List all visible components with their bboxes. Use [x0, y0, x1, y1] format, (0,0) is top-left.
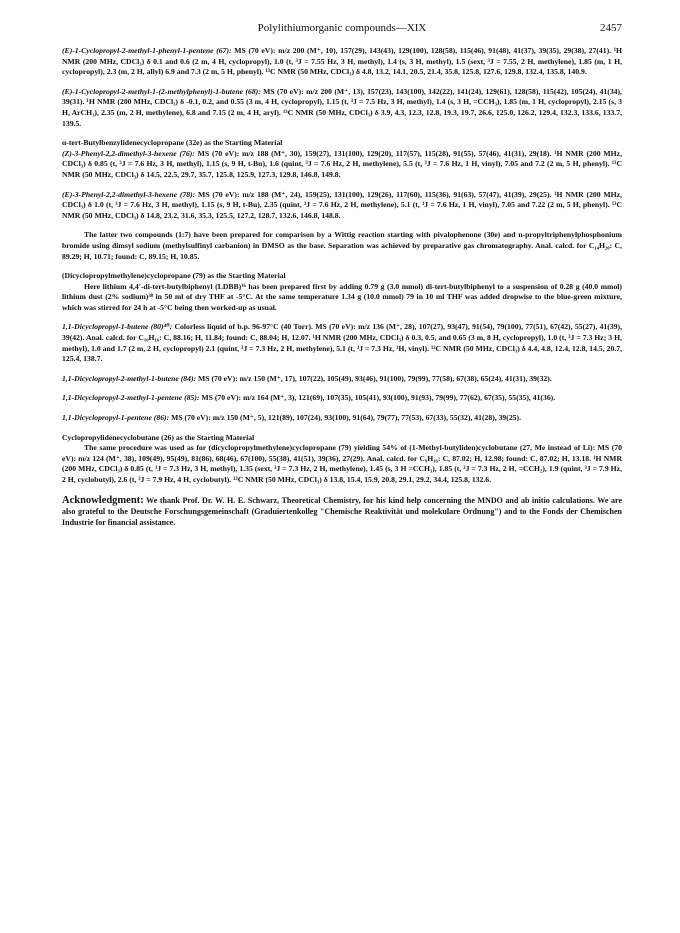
running-head: [62, 22, 622, 46]
compound-data: Colorless liquid of b.p. 96-97°C (40 Torr). MS (70 eV): m/z 136 (M⁺, 28), 107(27), 93(47), 91(54), 79(100), 77(51), 67(42), 55(27), 41(39), 39(42). Anal. calcd. for C₁₀H₁₆: C, 88.16; H, 11.84; found: C, 88.04; H, 12.07. ¹H NMR (200 MHz, CDCl₃) δ 0.3, 0.5, and 0.65 (3 m, 8 H, cyclopropyl), 1.0 (t, ³J = 7.3 Hz; 3 H, methyl), 1.0 and 1.7 (2 m, 2 H, cyclopropyl) 2.1 (quint, ³J = 7.3 Hz, 2 H, methylene), 5.1 (t, ³J = 7.3 Hz, ¹H, vinyl). ¹³C NMR (50 MHz, CDCl₃) δ 4.4, 4.8, 12.4, 12.8, 14.5, 20.7, 125.4, 138.7.: [62, 322, 622, 364]
compound-entry-76: [62, 149, 622, 181]
compound-name: 1,1-Dicyclopropyl-2-methyl-1-pentene (85):: [62, 393, 200, 403]
page-number: 2457: [600, 22, 622, 34]
compound-name: (E)-1-Cyclopropyl-2-methyl-1-phenyl-1-pentene (67):: [62, 46, 232, 55]
acknowledgment-text: We thank Prof. Dr. W. H. E. Schwarz, Theoretical Chemistry, for his kind help concerning the MNDO and ab initio calculations. We are also grateful to the Deutsche Forschungsgemeinschaft (Graduiertenkolleg "Chemische Reaktivität und molekulare Ordnung") and to the Fonds der Chemischen Industrie for financial assistance.: [62, 495, 622, 527]
compound-data: MS (70 eV): m/z 150 (M⁺, 5), 121(89), 107(24), 93(100), 91(64), 79(77), 77(53), 67(33), 55(32), 41(28), 39(25).: [169, 413, 522, 423]
compound-data: MS (70 eV): m/z 164 (M⁺, 3), 121(69), 107(35), 105(41), 93(100), 91(93), 79(99), 77(62), 67(35), 55(35), 41(36).: [199, 393, 556, 403]
wittig-paragraph: The latter two compounds (1:7) have been prepared for comparison by a Wittig reaction starting with pivalophenone (30e) and n-propyltriphenylphosphonium bromide using dimsyl sodium (methylsulfinyl carbanion) in DMSO as the base. Separation was achieved by preparative gas chromatography. Anal. calcd. for C₁₄H₂₀: C, 89.29; H, 10.71; found: C, 89.15; H, 10.85.: [62, 230, 622, 261]
compound-data: MS (70 eV): m/z 188 (M⁺, 30), 159(27), 131(100), 129(20), 117(57), 115(28), 91(55), 57(46), 41(31), 29(18). ¹H NMR (200 MHz, CDCl₃) δ 0.85 (t, ³J = 7.6 Hz, 3 H, methyl), 1.15 (s, 9 H, t-Bu), 1.6 (quint, ³J = 7.6 Hz, 2 H, methylene), 5.5 (t, ³J = 7.6 Hz, 1 H, vinyl), 7.05 and 7.2 (2 m, 5 H, phenyl). ¹³C NMR (50 MHz, CDCl₃) δ 14.5, 22.5, 29.7, 35.7, 125.8, 125.9, 127.3, 129.8, 146.8, 149.8.: [62, 148, 622, 179]
compound-entry-85: [62, 393, 622, 404]
section-heading-26: Cyclopropylidenecyclobutane (26) as the Starting Material: [62, 432, 255, 442]
compound-name: 1,1-Dicyclopropyl-1-butene (80)⁴⁰:: [62, 322, 173, 332]
compound-name: (Z)-3-Phenyl-2,2-dimethyl-3-hexene (76):: [62, 148, 195, 158]
ldbb-paragraph: Here lithium 4,4′-di-tert-butylbiphenyl (LDBB)¹⁶ has been prepared first by adding 0.79 g (3.0 mmol) di-tert-butylbiphenyl to a suspension of 0.28 g (40.0 mmol) lithium dust (2% sodium)³⁸ in 50 ml of dry THF at -5°C. At the same temperature 1.34 g (10.0 mmol) 79 in 10 ml THF was added dropwise to the blue-green mixture, which was stirred for 24 h at -5°C being then worked-up as usual.: [62, 281, 622, 312]
acknowledgment: [62, 495, 622, 528]
compound-data: MS (70 eV): m/z 188 (M⁺, 24), 159(25), 131(100), 129(26), 117(60), 115(36), 91(63), 57(47), 41(39), 29(25). ¹H NMR (200 MHz, CDCl₃) δ 1.0 (t, ³J = 7.6 Hz, 3 H, methyl), 1.15 (s, 9 H, t-Bu), 2.35 (quint, ³J = 7.6 Hz, 2 H, methylene), 5.1 (t, ³J = 7.6 Hz, 1 H, vinyl), 7.05 and 7.22 (2 m, 5 H, phenyl). ¹³C NMR (50 MHz, CDCl₃) δ 14.8, 23.2, 31.6, 35.3, 125.5, 127.2, 128.7, 132.6, 146.8, 148.8.: [62, 189, 622, 220]
compound-name: 1,1-Dicyclopropyl-2-methyl-1-butene (84):: [62, 373, 197, 383]
journal-page: [62, 22, 622, 528]
compound-entry-84: [62, 374, 622, 385]
running-title: Polylithiumorganic compounds—XIX: [257, 22, 427, 34]
compound-entry-67: [62, 46, 622, 78]
compound-name: 1,1-Dicyclopropyl-1-pentene (86):: [62, 413, 170, 423]
compound-entry-78: [62, 190, 622, 222]
section-heading-79: (Dicyclopropylmethylene)cyclopropane (79) as the Starting Material: [62, 271, 286, 281]
cyclobutane-paragraph: The same procedure was used as for (dicyclopropylmethylene)cyclopropane (79) yielding 54% of (1-Methyl-butyliden)cyclobutane (27, Me instead of Li): MS (70 eV): m/z 124 (M⁺, 38), 109(49), 95(49), 81(86), 68(46), 67(100), 55(38), 41(51), 39(36), 27(29). Anal. calcd. for C₉H₁₆: C, 87.02; H, 12.98; found: C, 87.02; H, 13.18. ¹H NMR (200 MHz, CDCl₃) δ 0.85 (t, ³J = 7.3 Hz, 3 H, methyl), 1.35 (sext, ³J = 7.3 Hz, 2 H, methylene), 1.45 (s, 3 H =CCH₃), 1.85 (t, ³J = 7.3 Hz, 2 H, =CCH₂), 1.9 (quint, ³J = 7.9 Hz, 2 H, cyclobutyl), 2.6 (t, ³J = 7.9 Hz, 4 H, cyclobutyl). ¹³C NMR (50 MHz, CDCl₃) δ 13.8, 15.4, 15.9, 20.8, 29.1, 29.2, 34.4, 125.8, 132.6.: [62, 443, 622, 484]
compound-entry-80: [62, 322, 622, 364]
compound-data: MS (70 eV): m/z 200 (M⁺, 10), 157(29), 143(43), 129(100), 128(58), 115(46), 91(48), 41(37), 39(35), 29(38), 27(41). ¹H NMR (200 MHz, CDCl₃) δ 0.1 and 0.6 (2 m, 4 H, cyclopropyl), 1.0 (t, ³J = 7.55 Hz, 3 H, methyl), 1.4 (s, 3 H, methyl), 1.5 (sext, ³J = 7.55, 2 H, methylene), 1.85 (m, 1 H, cyclopropyl), 2.3 (m, 2 H, allyl) 6.9 and 7.3 (2 m, 5 H, phenyl). ¹³C NMR (50 MHz, CDCl₃) δ 4.8, 13.2, 14.1, 20.5, 21.4, 35.8, 125.8, 127.6, 129.8, 132.4, 135.8, 140.9.: [62, 46, 623, 77]
compound-name: (E)-3-Phenyl-2,2-dimethyl-3-hexene (78):: [62, 189, 196, 199]
compound-entry-86: [62, 413, 622, 424]
compound-data: MS (70 eV): m/z 150 (M⁺, 17), 107(22), 105(49), 93(46), 91(100), 79(99), 77(58), 67(38), 65(24), 41(31), 39(32).: [196, 373, 552, 383]
section-heading-32e: α-tert-Butylbenzylidenecyclopropane (32e) as the Starting Material: [62, 138, 283, 148]
compound-name: (E)-1-Cyclopropyl-2-methyl-1-(2-methylphenyl)-1-butene (68):: [62, 86, 261, 96]
acknowledgment-label: Acknowledgment:: [62, 494, 144, 506]
compound-entry-68: [62, 87, 622, 129]
compound-data: MS (70 eV): m/z 200 (M⁺, 13), 157(23), 143(100), 142(22), 141(24), 129(61), 128(58), 115(42), 105(24), 41(34), 39(31). ¹H NMR (200 MHz, CDCl₃) δ -0.1, 0.2, and 0.55 (3 m, 4 H, cyclopropyl), 1.15 (t, ³J = 7.5 Hz, 3 H, methyl), 1.4 (s, 3 H, =CCH₃), 1.85 (m, 1 H, cyclopropyl), 2.15 (s, 3 H, ArCH₃), 2.35 (m, 2 H, methylene), 6.8 and 7.15 (2 m, 4 H, aryl). ¹³C NMR (50 MHz, CDCl₃) δ 3.9, 4.3, 12.3, 12.8, 19.3, 19.7, 26.6, 125.0, 126.2, 129.4, 132.3, 133.6, 133.7, 139.5.: [62, 86, 622, 128]
